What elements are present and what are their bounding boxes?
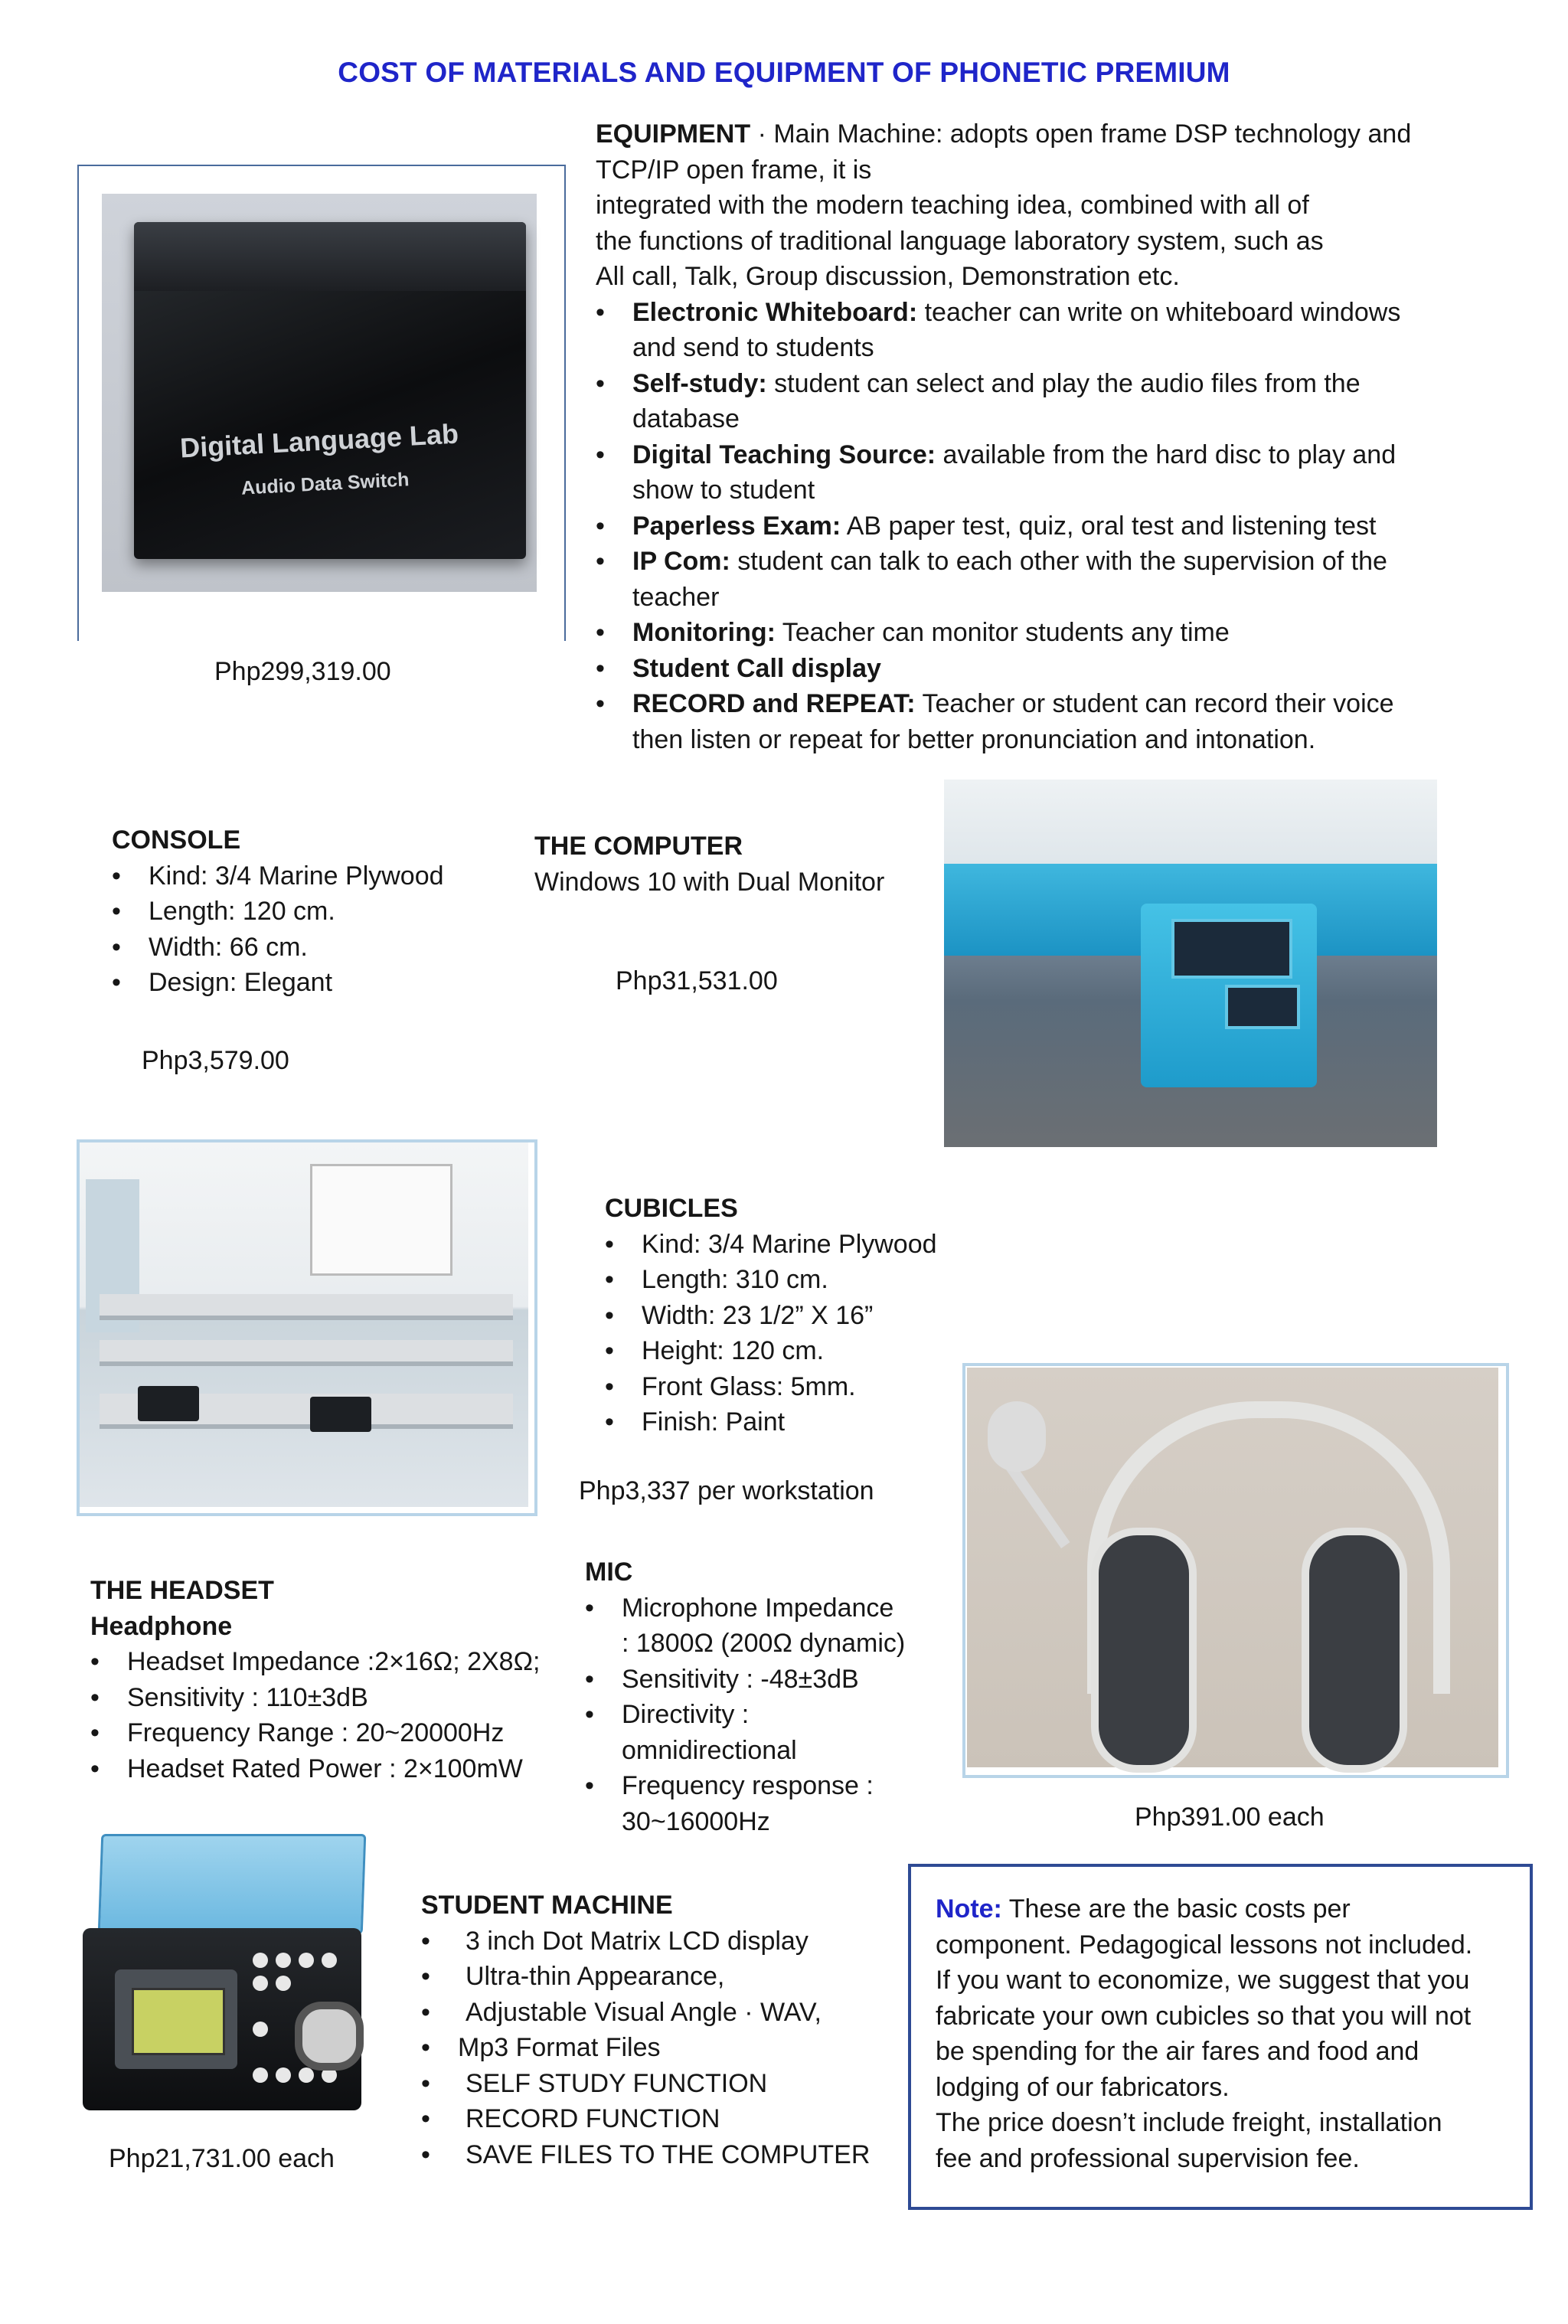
- feature-item: [596, 508, 1475, 544]
- note-line: fee and professional supervision fee.: [936, 2143, 1360, 2173]
- keypad-key: [322, 1953, 337, 1968]
- feature-label: Paperless Exam:: [632, 511, 841, 541]
- computer-section: [534, 829, 933, 900]
- feature-label: Digital Teaching Source:: [632, 440, 936, 469]
- audio-switch-box-top: [134, 222, 526, 291]
- spec-item: [585, 1662, 952, 1698]
- equipment-intro-line: · Main Machine: adopts open frame DSP technology and: [750, 119, 1412, 149]
- device-label: Digital Language Lab: [179, 417, 459, 464]
- note-line: fabricate your own cubicles so that you will not: [936, 2001, 1472, 2031]
- computer-price: Php31,531.00: [616, 966, 778, 995]
- keypad-key: [253, 1976, 268, 1991]
- student-machine-spec-list: [421, 1924, 896, 2173]
- spec-item: • SAVE FILES TO THE COMPUTER: [421, 2137, 896, 2173]
- spec-item: • Design: Elegant: [112, 965, 510, 1001]
- feature-label: RECORD and REPEAT:: [632, 689, 916, 718]
- feature-text: available from the hard disc to play and show to student: [632, 440, 1396, 505]
- spec-item: • Adjustable Visual Angle · WAV,: [421, 1995, 896, 2031]
- spec-item: [585, 1768, 952, 1839]
- feature-item: [596, 544, 1459, 615]
- feature-text: AB paper test, quiz, oral test and listening test: [841, 511, 1377, 541]
- headset-spec-list: [90, 1644, 580, 1786]
- equipment-intro-line: All call, Talk, Group discussion, Demonstration etc.: [596, 262, 1180, 291]
- spec-item: • SELF STUDY FUNCTION: [421, 2066, 896, 2102]
- keypad-key: [276, 2067, 291, 2083]
- student-machine-lid: [98, 1834, 367, 1934]
- note-line: be spending for the air fares and food and: [936, 2037, 1419, 2066]
- page-title: COST OF MATERIALS AND EQUIPMENT OF PHONETIC PREMIUM: [338, 57, 1230, 88]
- console-section: [112, 822, 510, 1001]
- feature-item: [596, 686, 1398, 757]
- console-heading: CONSOLE: [112, 825, 241, 855]
- equipment-intro-line: TCP/IP open frame, it is: [596, 155, 872, 185]
- student-device: [138, 1386, 199, 1421]
- student-machine-section: [421, 1888, 896, 2172]
- spec-item: • Kind: 3/4 Marine Plywood: [605, 1227, 1003, 1263]
- console-monitor: [1171, 919, 1292, 979]
- note-first-line: [936, 1891, 1517, 1927]
- keypad-key: [276, 1953, 291, 1968]
- note-line: These are the basic costs per: [1001, 1894, 1351, 1924]
- spec-item: • Sensitivity : 110±3dB: [90, 1680, 580, 1716]
- note-line: If you want to economize, we suggest that you: [936, 1966, 1470, 1995]
- equipment-intro-line: integrated with the modern teaching idea, combined with all of: [596, 191, 1309, 220]
- headset-heading: THE HEADSET: [90, 1576, 274, 1605]
- feature-item: [596, 615, 1453, 651]
- student-machine-price: Php21,731.00 each: [109, 2144, 335, 2173]
- student-device: [310, 1397, 371, 1432]
- keypad-key: [253, 1953, 268, 1968]
- feature-item: [596, 651, 1453, 687]
- cubicles-spec-list: [605, 1227, 1003, 1440]
- spec-line: : 1800Ω (200Ω dynamic): [622, 1629, 906, 1658]
- computer-heading: THE COMPUTER: [534, 832, 743, 861]
- spec-item: [585, 1590, 952, 1662]
- lcd-display: [132, 1988, 225, 2055]
- spec-item: • Length: 310 cm.: [605, 1262, 1003, 1298]
- equipment-heading: EQUIPMENT: [596, 119, 751, 149]
- spec-line: • Sensitivity : -48±3dB: [622, 1664, 859, 1694]
- feature-label: Electronic Whiteboard:: [632, 297, 918, 327]
- feature-text: Teacher can monitor students any time: [775, 618, 1230, 647]
- spec-item: • Length: 120 cm.: [112, 894, 510, 930]
- console-spec-list: [112, 858, 510, 1001]
- spec-item: • Front Glass: 5mm.: [605, 1369, 1003, 1405]
- keypad-key: [253, 2067, 268, 2083]
- spec-line: 30~16000Hz: [622, 1806, 770, 1836]
- mic-spec-list: [585, 1590, 952, 1840]
- spec-item: • Width: 66 cm.: [112, 930, 510, 966]
- spec-line: • Microphone Impedance: [622, 1593, 894, 1623]
- equipment-intro: [596, 116, 1522, 152]
- cubicles-section: [605, 1191, 1003, 1440]
- desk-row: [100, 1294, 513, 1320]
- spec-item: • Ultra-thin Appearance,: [421, 1959, 896, 1995]
- note-text: [936, 1891, 1517, 2176]
- keypad-key: [299, 2067, 314, 2083]
- computer-desc: Windows 10 with Dual Monitor: [534, 867, 885, 897]
- feature-item: [596, 366, 1429, 437]
- right-ear-cup: [1302, 1528, 1407, 1773]
- spec-item: • Headset Impedance :2×16Ω; 2X8Ω;: [90, 1644, 580, 1680]
- equipment-price: Php299,319.00: [214, 657, 391, 686]
- feature-item: [596, 437, 1421, 508]
- feature-text: student can talk to each other with the supervision of the teacher: [632, 547, 1387, 612]
- mic-section: [585, 1554, 952, 1839]
- cubicles-price: Php3,337 per workstation: [579, 1476, 874, 1505]
- note-label: Note:: [936, 1894, 1002, 1924]
- feature-text: student can select and play the audio files from the database: [632, 368, 1361, 433]
- spec-item: • Width: 23 1/2” X 16”: [605, 1298, 1003, 1334]
- spec-item: • RECORD FUNCTION: [421, 2101, 896, 2137]
- mic-head: [988, 1401, 1046, 1472]
- spec-item: • Height: 120 cm.: [605, 1333, 1003, 1369]
- cubicles-heading: CUBICLES: [605, 1194, 738, 1223]
- spec-item: • Kind: 3/4 Marine Plywood: [112, 858, 510, 894]
- spec-item: [585, 1697, 952, 1768]
- spec-line: • Directivity :: [622, 1700, 750, 1729]
- feature-text: teacher can write on whiteboard windows and send to students: [632, 297, 1401, 362]
- console-price: Php3,579.00: [142, 1046, 289, 1075]
- spec-line: omnidirectional: [622, 1735, 797, 1765]
- feature-label: Self-study:: [632, 368, 767, 398]
- left-ear-cup: [1091, 1528, 1197, 1773]
- spec-item: • Headset Rated Power : 2×100mW: [90, 1751, 580, 1787]
- mic-heading: MIC: [585, 1558, 633, 1587]
- projector-screen: [310, 1164, 452, 1276]
- keypad-key: [276, 1976, 291, 1991]
- cubicles-photo: [80, 1142, 528, 1507]
- feature-text: Teacher or student can record their voice then listen or repeat for better pronunciation and intonation.: [632, 689, 1394, 754]
- feature-label: IP Com:: [632, 547, 730, 576]
- device-sublabel: Audio Data Switch: [240, 469, 410, 499]
- headset-section: [90, 1573, 580, 1786]
- note-line: component. Pedagogical lessons not included.: [936, 1930, 1473, 1960]
- spec-item-continued: • Mp3 Format Files: [421, 2030, 896, 2066]
- feature-label: Monitoring:: [632, 618, 776, 647]
- desk-row: [100, 1340, 513, 1366]
- equipment-section: [596, 116, 1522, 757]
- navigation-pad: [295, 2002, 364, 2071]
- spec-line: • Frequency response :: [622, 1771, 874, 1800]
- feature-label: Student Call display: [632, 653, 881, 683]
- spec-item: • Finish: Paint: [605, 1404, 1003, 1440]
- console-monitor-2: [1225, 985, 1300, 1029]
- headset-subheading: Headphone: [90, 1611, 233, 1641]
- student-machine-heading: STUDENT MACHINE: [421, 1891, 673, 1920]
- keypad-key: [299, 1953, 314, 1968]
- note-line: lodging of our fabricators.: [936, 2072, 1230, 2102]
- feature-item: [596, 295, 1429, 366]
- keypad-key: [253, 2022, 268, 2037]
- headset-price: Php391.00 each: [1135, 1803, 1325, 1832]
- equipment-intro-line: the functions of traditional language laboratory system, such as: [596, 226, 1324, 256]
- equipment-feature-list: [596, 295, 1453, 758]
- note-line: The price doesn’t include freight, installation: [936, 2108, 1442, 2137]
- spec-item: • 3 inch Dot Matrix LCD display: [421, 1924, 896, 1960]
- spec-item: • Frequency Range : 20~20000Hz: [90, 1715, 580, 1751]
